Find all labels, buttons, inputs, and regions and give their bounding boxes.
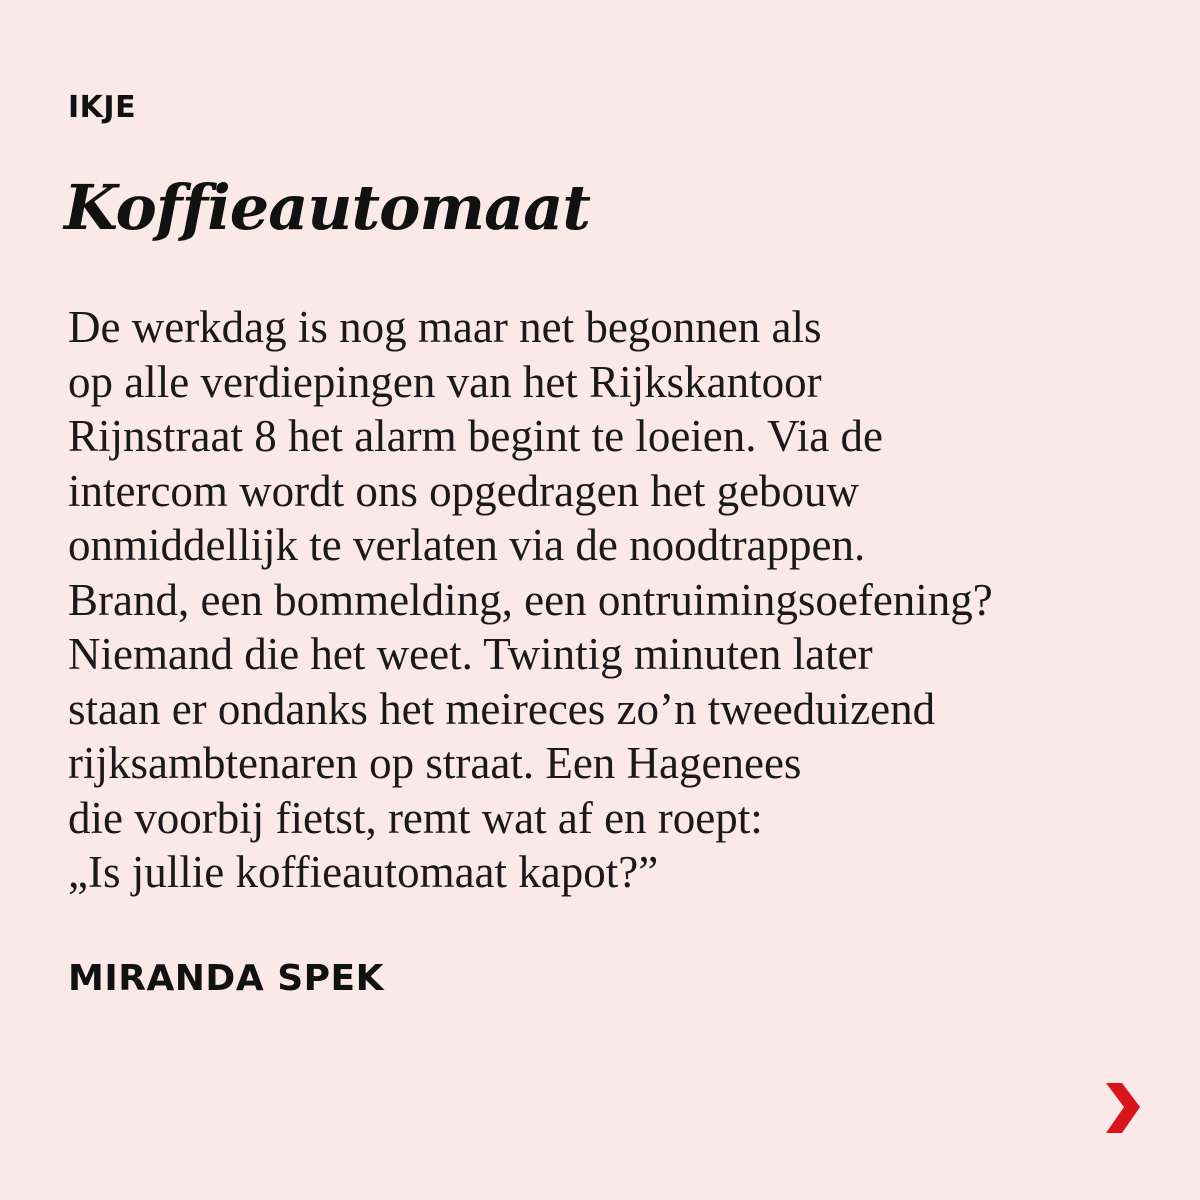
- body-line: De werkdag is nog maar net begonnen als: [68, 302, 822, 352]
- author-byline: MIRANDA SPEK: [68, 958, 385, 999]
- body-line: staan er ondanks het meireces zo’n tweeduizend: [68, 683, 936, 734]
- body-line: op alle verdiepingen van het Rijkskantoor: [68, 356, 822, 407]
- body-line: rijksambtenaren op straat. Een Hagenees: [68, 738, 802, 788]
- body-text: [68, 300, 1158, 900]
- chevron-right-icon: [1100, 1080, 1144, 1140]
- body-line: Brand, een bommelding, een ontruimingsoefening?: [68, 574, 993, 625]
- body-line: „Is jullie koffieautomaat kapot?”: [68, 847, 659, 897]
- body-line: Niemand die het weet. Twintig minuten later: [68, 629, 873, 679]
- headline: Koffieautomaat: [64, 171, 591, 244]
- next-slide-button[interactable]: [1100, 1080, 1144, 1140]
- section-label: IKJE: [68, 90, 137, 125]
- body-line: intercom wordt ons opgedragen het gebouw: [68, 465, 860, 516]
- body-line: onmiddellijk te verlaten via de noodtrappen.: [68, 520, 866, 570]
- body-line: die voorbij fietst, remt wat af en roept:: [68, 792, 763, 843]
- body-line: Rijnstraat 8 het alarm begint te loeien. Via de: [68, 411, 883, 461]
